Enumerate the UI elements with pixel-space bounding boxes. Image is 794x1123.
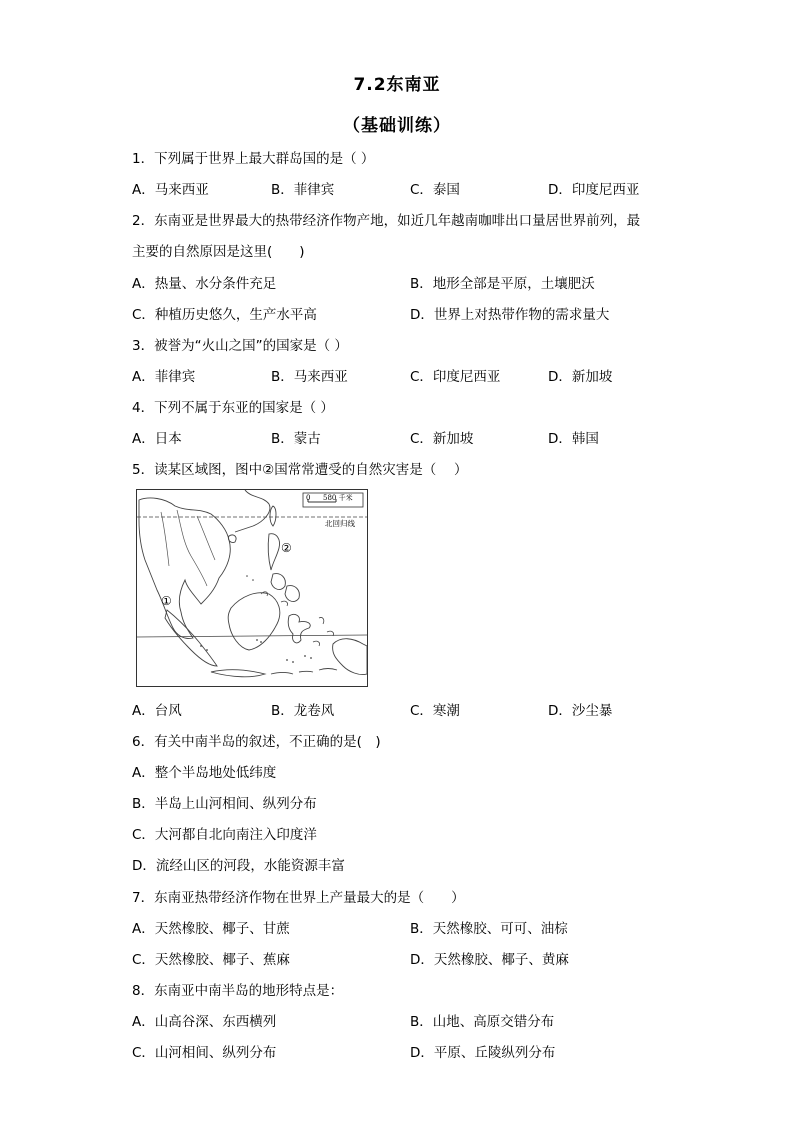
question-8-option-b[interactable]: B．山地、高原交错分布 xyxy=(410,1014,555,1030)
question-6-option-b[interactable]: B．半岛上山河相间、纵列分布 xyxy=(132,796,317,812)
borneo-outline xyxy=(228,593,280,650)
map-marker-1: ① xyxy=(161,594,172,608)
question-4-stem: 4．下列不属于东亚的国家是（ ） xyxy=(132,400,334,416)
indochina-peninsula-outline xyxy=(139,498,230,639)
question-5-stem: 5．读某区域图，图中②国常常遭受的自然灾害是（ ） xyxy=(132,462,468,478)
page-title: 7.2东南亚 xyxy=(353,75,441,95)
question-4-option-a[interactable]: A．日本 xyxy=(132,431,182,447)
question-7-option-b[interactable]: B．天然橡胶、可可、油棕 xyxy=(410,921,568,937)
java-outline xyxy=(211,670,265,677)
question-1-option-c[interactable]: C．泰国 xyxy=(410,182,460,198)
question-3-option-c[interactable]: C．印度尼西亚 xyxy=(410,369,501,385)
question-1-option-b[interactable]: B．菲律宾 xyxy=(271,182,335,198)
question-6-option-d[interactable]: D．流经山区的河段，水能资源丰富 xyxy=(132,858,345,874)
question-2-option-a[interactable]: A．热量、水分条件充足 xyxy=(132,276,277,292)
question-1-option-d[interactable]: D．印度尼西亚 xyxy=(548,182,640,198)
question-5-option-c[interactable]: C．寒潮 xyxy=(410,703,460,719)
map-scale-zero: 0 xyxy=(306,494,311,502)
question-7-stem: 7．东南亚热带经济作物在世界上产量最大的是（ ） xyxy=(132,890,465,906)
question-8-stem: 8．东南亚中南半岛的地形特点是： xyxy=(132,983,344,999)
philippines-outline xyxy=(268,534,279,570)
question-6-option-a[interactable]: A．整个半岛地处低纬度 xyxy=(132,765,277,781)
question-5-option-b[interactable]: B．龙卷风 xyxy=(271,703,335,719)
southeast-asia-map xyxy=(136,489,368,687)
question-6-option-c[interactable]: C．大河都自北向南注入印度洋 xyxy=(132,827,317,843)
question-7-option-a[interactable]: A．天然橡胶、椰子、甘蔗 xyxy=(132,921,290,937)
question-8-option-a[interactable]: A．山高谷深、东西横列 xyxy=(132,1014,277,1030)
question-6-stem: 6．有关中南半岛的叙述，不正确的是( ) xyxy=(132,734,381,750)
question-2-option-c[interactable]: C．种植历史悠久，生产水平高 xyxy=(132,307,317,323)
tropic-of-cancer-label: 北回归线 xyxy=(325,519,355,528)
china-coastline xyxy=(235,490,270,532)
map-drawing xyxy=(137,490,367,686)
map-marker-2: ② xyxy=(281,541,292,555)
taiwan-outline xyxy=(270,506,276,526)
question-5-option-d[interactable]: D．沙尘暴 xyxy=(548,703,613,719)
sulawesi-outline xyxy=(288,614,310,642)
new-guinea-outline xyxy=(333,639,367,675)
question-4-option-b[interactable]: B．蒙古 xyxy=(271,431,321,447)
question-2-stem-line-2: 主要的自然原因是这里( ) xyxy=(132,244,305,260)
question-2-stem-line-1: 2．东南亚是世界最大的热带经济作物产地，如近几年越南咖啡出口量居世界前列，最 xyxy=(132,213,641,229)
question-3-option-d[interactable]: D．新加坡 xyxy=(548,369,613,385)
question-8-option-c[interactable]: C．山河相间、纵列分布 xyxy=(132,1045,277,1061)
question-1-stem: 1．下列属于世界上最大群岛国的是（ ） xyxy=(132,151,375,167)
question-7-option-d[interactable]: D．天然橡胶、椰子、黄麻 xyxy=(410,952,569,968)
question-3-option-b[interactable]: B．马来西亚 xyxy=(271,369,348,385)
question-2-option-b[interactable]: B．地形全部是平原，土壤肥沃 xyxy=(410,276,595,292)
question-4-option-d[interactable]: D．韩国 xyxy=(548,431,599,447)
question-2-option-d[interactable]: D．世界上对热带作物的需求量大 xyxy=(410,307,610,323)
question-1-option-a[interactable]: A．马来西亚 xyxy=(132,182,209,198)
page-subtitle: （基础训练） xyxy=(343,116,451,136)
question-8-option-d[interactable]: D．平原、丘陵纵列分布 xyxy=(410,1045,556,1061)
question-7-option-c[interactable]: C．天然橡胶、椰子、蕉麻 xyxy=(132,952,290,968)
equator-line xyxy=(137,635,367,637)
question-3-option-a[interactable]: A．菲律宾 xyxy=(132,369,196,385)
map-scale-value: 580 千米 xyxy=(323,494,353,502)
question-3-stem: 3．被誉为“火山之国”的国家是（ ） xyxy=(132,338,348,354)
question-4-option-c[interactable]: C．新加坡 xyxy=(410,431,474,447)
question-5-option-a[interactable]: A．台风 xyxy=(132,703,182,719)
